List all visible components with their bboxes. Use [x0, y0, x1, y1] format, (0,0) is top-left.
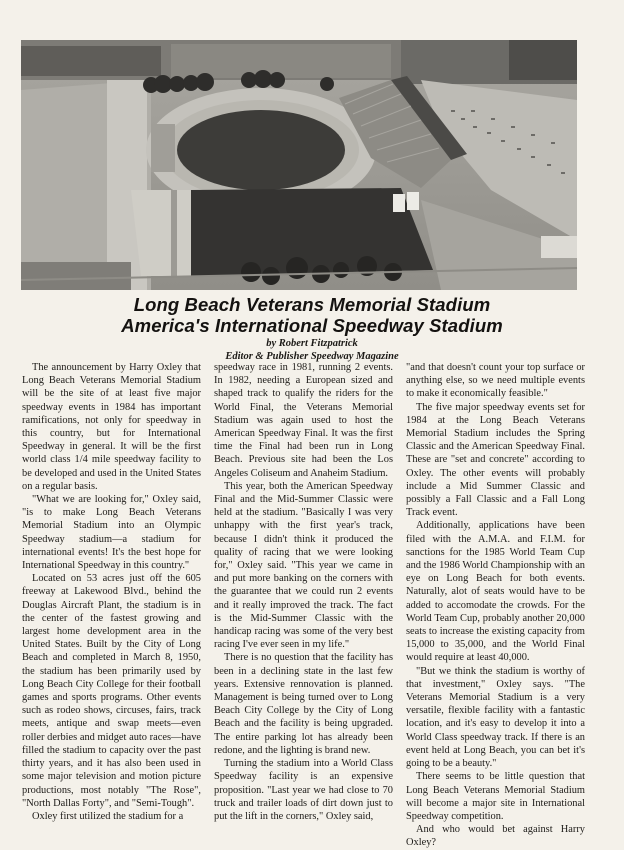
- paragraph: There is no question that the facility has been in a declining state in the last few years. Extensive rennovation is planned. Management is being turned over to Long Beach City College by the City of Long Beach and the facility is being upgraded. The entire parking lot has already been redone, and the lighting is brand new.: [214, 652, 393, 756]
- column-3: [406, 361, 585, 849]
- byline-author: by Robert Fitzpatrick: [266, 338, 358, 349]
- column-2: [214, 361, 393, 822]
- paragraph: "What we are looking for," Oxley said, "is to make Long Beach Veterans Memorial Stadium into an Olympic Speedway stadium—a stadium for international events! It's the best hope for International Speedway in this country.": [22, 494, 201, 572]
- paragraph: And who would bet against Harry Oxley?: [406, 824, 585, 849]
- paragraph: There seems to be little question that Long Beach Veterans Memorial Stadium will become a major site in International Speedway competition.: [406, 771, 585, 822]
- title-line-2: America's International Speedway Stadium: [121, 315, 503, 336]
- byline: [0, 337, 624, 363]
- paragraph: "and that doesn't count your top surface or anything else, so we need multiple events to make it economically feasible.": [406, 362, 585, 400]
- paragraph: Oxley first utilized the stadium for a: [32, 810, 184, 822]
- stadium-aerial-photo: [21, 40, 577, 290]
- paragraph: Located on 53 acres just off the 605 freeway at Lakewood Blvd., behind the Douglas Aircraft Plant, the stadium is in the center of the fastest growing and largest home development area in the United States. Built by the City of Long Beach and completed in March 8, 1950, the stadium has been primarily used by Long Beach City College for their football games and sports programs. Other events such as rodeo shows, circuses, fairs, track meets, antique and swap meets—even roller derbies and midget auto races—have filled the stadium to capacity over the past thirty years, and it has also been used in some major television and motion picture productions, most notably "The Rose", "North Dallas Forty", and "Semi-Tough".: [22, 573, 201, 809]
- paragraph: The five major speedway events set for 1984 at the Long Beach Veterans Memorial Stadium includes the Spring Classic and the American Speedway Final. These are "set and concrete" according to Oxley. The other events will probably include a Mid Summer Classic and possibly a Fall Classic and a Fall Long Track event.: [406, 401, 585, 519]
- paragraph: Turning the stadium into a World Class Speedway facility is an expensive proposition. "Last year we had close to 70 truck and trailer loads of dirt down just to put the lift in the corners," Oxley said,: [214, 758, 393, 822]
- article-title: [0, 294, 624, 336]
- title-line-1: Long Beach Veterans Memorial Stadium: [133, 294, 491, 315]
- paragraph: Additionally, applications have been filed with the A.M.A. and F.I.M. for sanctions for the 1985 World Team Cup and the 1986 World Championship with an eye on Long Beach for both events. Naturally, alot of seats would have to be added to accomodate the crowds. For the World Team Cup, probably another 20,000 seats to increase the existing capacity from 15,000 to 35,000, and the World Final would require at least 40,000.: [406, 520, 585, 664]
- column-1: [22, 361, 201, 822]
- paragraph: "But we think the stadium is worthy of that investment," Oxley says. "The Veterans Memorial Stadium is a very versatile, flexible facility with a fantastic location, and it's easy to develop it into a World Class speedway track. If there is an event held at Long Beach, you can bet it's going to be a beauty.": [406, 665, 585, 770]
- paragraph: This year, both the American Speedway Final and the Mid-Summer Classic were held at the stadium. "Basically I was very unhappy with the first year's track, because I didn't think it produced the quality of racing that we were looking for," Oxley said. "This year we came in and put more banking on the corners with the guarantee that we could run 2 events and it really improved the track. The fact is the Mid-Summer Classic with the handicap racing was some of the very best racing I've ever seen in my life.": [214, 480, 393, 651]
- paragraph: The announcement by Harry Oxley that Long Beach Veterans Memorial Stadium will be the site of at least five major speedway events in 1984 has important ramifications, not only for speedway in this country, but for International Speedway in general. It will be the first world class 1/4 mile speedway facility to be developed and used in the United States on a regular basis.: [22, 362, 201, 492]
- byline-role: Editor & Publisher Speedway Magazine: [225, 351, 399, 362]
- paragraph: speedway race in 1981, running 2 events. In 1982, needing a European sized and shaped track to qualify the riders for the World Final, the Veterans Memorial Stadium was again used to host the American Speedway Final. It was the first time the Final had been run in Long Beach. Previous site had been the Los Angeles Coliseum and Anaheim Stadium.: [214, 362, 393, 479]
- article-body: [22, 361, 585, 849]
